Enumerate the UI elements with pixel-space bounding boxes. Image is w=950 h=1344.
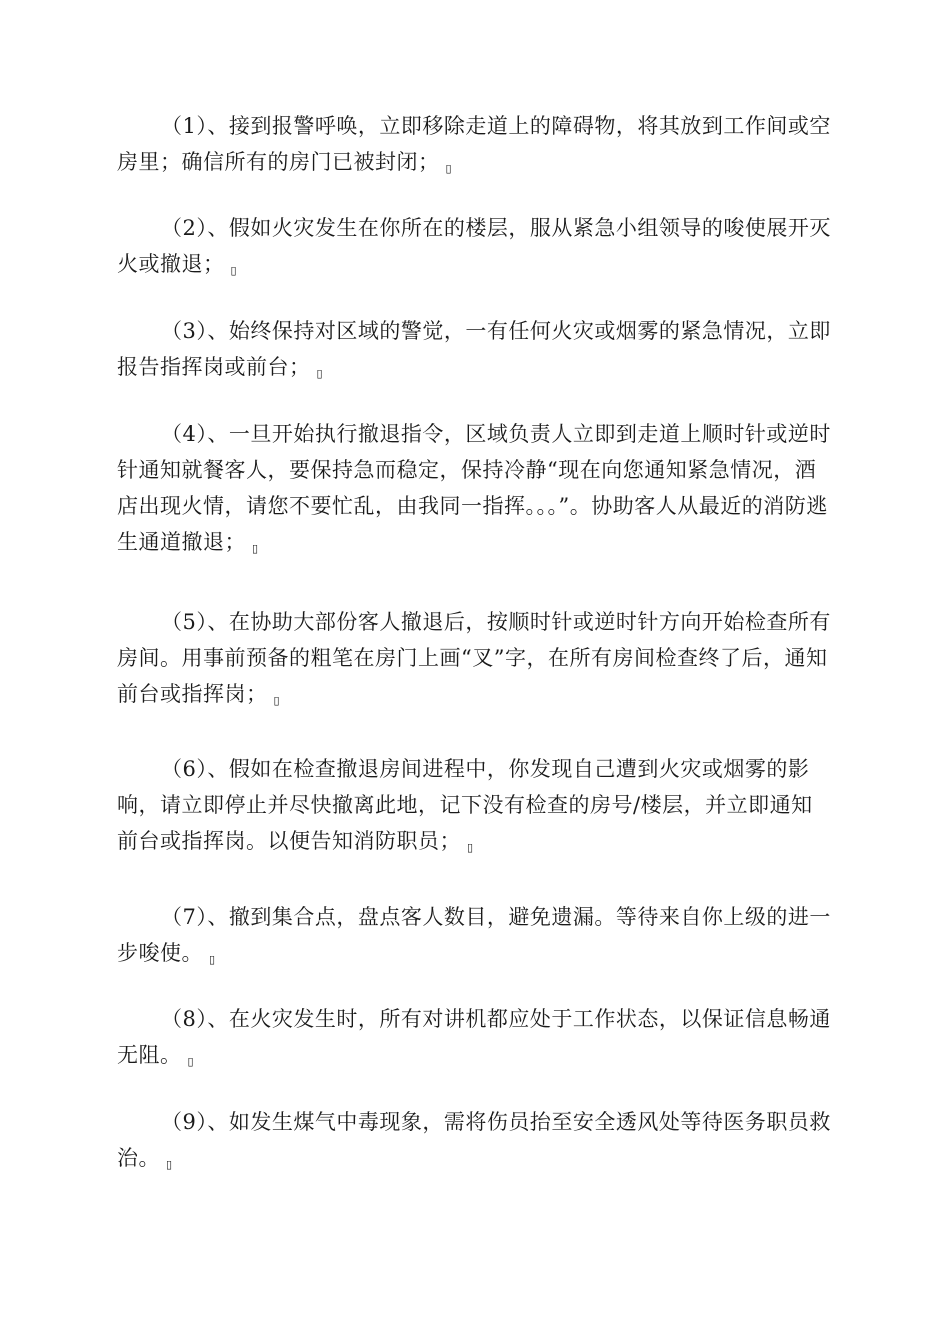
paragraph-mark-icon: ▯ bbox=[252, 542, 259, 555]
paragraph-5 bbox=[117, 604, 833, 719]
paragraph-8 bbox=[117, 1001, 833, 1080]
paragraph-text: （6）、假如在检查撤退房间进程中，你发现自己遭到火灾或烟雾的影响，请立即停止并尽快撤离此地，记下没有检查的房号/楼层，并立即通知前台或指挥岗。以便告知消防职员； bbox=[117, 757, 813, 853]
paragraph-text: （2）、假如火灾发生在你所在的楼层，服从紧急小组领导的唆使展开灭火或撤退； bbox=[117, 216, 831, 276]
paragraph-mark-icon: ▯ bbox=[445, 162, 453, 175]
paragraph-9 bbox=[117, 1104, 833, 1183]
paragraph-mark-icon: ▯ bbox=[316, 367, 324, 380]
paragraph-1 bbox=[117, 108, 833, 187]
paragraph-text: （9）、如发生煤气中毒现象，需将伤员抬至安全透风处等待医务职员救治。 bbox=[117, 1110, 831, 1170]
paragraph-text: （8）、在火灾发生时，所有对讲机都应处于工作状态，以保证信息畅通无阻。 bbox=[117, 1007, 831, 1067]
paragraph-mark-icon: ▯ bbox=[273, 694, 281, 707]
paragraph-mark-icon: ▯ bbox=[187, 1055, 195, 1068]
paragraph-mark-icon: ▯ bbox=[209, 953, 216, 966]
paragraph-6 bbox=[117, 751, 833, 866]
paragraph-mark-icon: ▯ bbox=[467, 841, 474, 854]
paragraph-text: （5）、在协助大部份客人撤退后，按顺时针或逆时针方向开始检查所有房间。用事前预备的粗笔在房门上画“叉”字，在所有房间检查终了后，通知前台或指挥岗； bbox=[117, 610, 831, 706]
paragraph-text: （1）、接到报警呼唤，立即移除走道上的障碍物，将其放到工作间或空房里；确信所有的房门已被封闭； bbox=[117, 114, 831, 174]
paragraph-7 bbox=[117, 899, 833, 978]
paragraph-3 bbox=[117, 313, 833, 392]
paragraph-2 bbox=[117, 210, 833, 289]
paragraph-text: （4）、一旦开始执行撤退指令，区域负责人立即到走道上顺时针或逆时针通知就餐客人，要保持急而稳定，保持冷静“现在向您通知紧急情况，酒店出现火情，请您不要忙乱，由我同一指挥。。。”。协助客人从最近的消防逃生通道撤退； bbox=[117, 422, 831, 554]
paragraph-mark-icon: ▯ bbox=[166, 1158, 173, 1171]
paragraph-mark-icon: ▯ bbox=[230, 264, 238, 277]
paragraph-text: （7）、撤到集合点，盘点客人数目，避免遗漏。等待来自你上级的进一步唆使。 bbox=[117, 905, 831, 965]
paragraph-4 bbox=[117, 416, 833, 567]
paragraph-text: （3）、始终保持对区域的警觉，一有任何火灾或烟雾的紧急情况，立即报告指挥岗或前台； bbox=[117, 319, 831, 379]
